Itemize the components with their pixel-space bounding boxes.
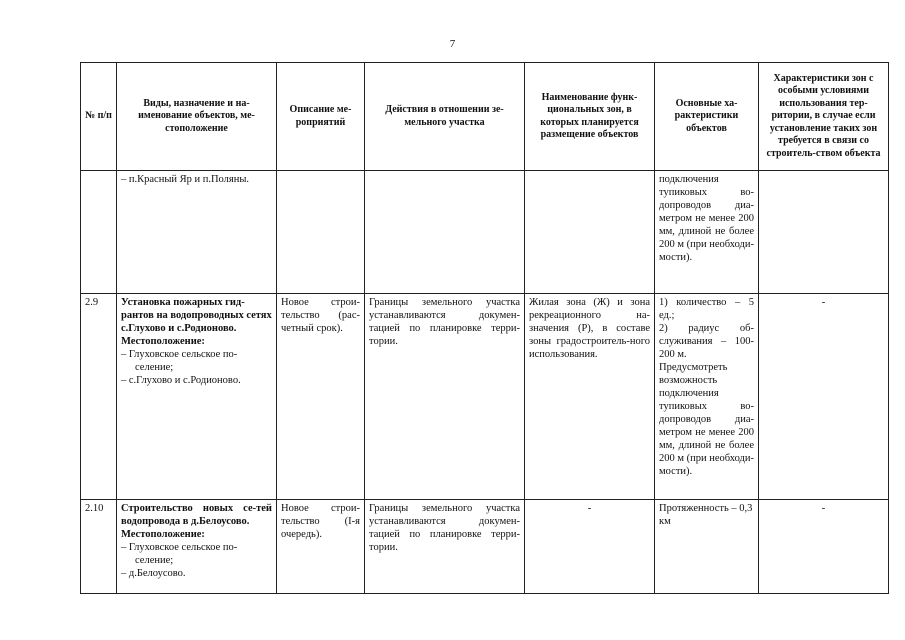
table-row [81, 171, 889, 294]
location-item: – Глуховское сельское по-селение; [121, 349, 238, 373]
header-num: № п/п [81, 63, 117, 171]
header-object-name: Виды, назначение и на-именование объектов, ме-стоположение [117, 63, 277, 171]
row-num [81, 171, 117, 294]
row-actions [365, 171, 525, 294]
row-special-zones: - [759, 500, 889, 594]
location-item: – Глуховское сельское по-селение; [121, 542, 238, 566]
row-special-zones: - [759, 294, 889, 500]
row-zones: Жилая зона (Ж) и зона рекреационного на-значения (Р), в составе зоны градостроитель-ного использования. [525, 294, 655, 500]
row-zones [525, 171, 655, 294]
location-label: Местоположение: [121, 336, 205, 347]
row-zones: - [525, 500, 655, 594]
location-item: – д.Белоусово. [121, 568, 186, 579]
header-actions: Действия в отношении зе-мельного участка [365, 63, 525, 171]
row-special-zones [759, 171, 889, 294]
row-characteristics [655, 171, 759, 294]
characteristic-line: Протяженность – 0,3 км [659, 503, 753, 527]
row-description: Новое строи-тельство (I-я очередь). [277, 500, 365, 594]
object-title: Установка пожарных гид-рантов на водопроводных сетях с.Глухово и с.Родионово. [121, 297, 272, 334]
row-characteristics [655, 500, 759, 594]
table-row [81, 294, 889, 500]
row-characteristics [655, 294, 759, 500]
page-number: 7 [449, 38, 456, 50]
header-special-zones: Характеристики зон с особыми условиями использования тер-ритории, в случае если установление таких зон требуется в связи со строитель-ством объекта [759, 63, 889, 171]
row-object-name [117, 500, 277, 594]
row-num: 2.10 [81, 500, 117, 594]
row-object-name [117, 294, 277, 500]
objects-table [80, 62, 889, 594]
object-title: Строительство новых се-тей водопровода в д.Белоусово. [121, 503, 272, 527]
location-item: – с.Глухово и с.Родионово. [121, 375, 241, 386]
row-description [277, 171, 365, 294]
table-header-row [81, 63, 889, 171]
characteristic-line: 1) количество – 5 ед.; [659, 297, 754, 321]
header-zones: Наименование функ-циональных зон, в которых планируется размещение объектов [525, 63, 655, 171]
row-actions: Границы земельного участка устанавливаются докумен-тацией по планировке терри-тории. [365, 500, 525, 594]
location-item: – п.Красный Яр и п.Поляны. [121, 174, 250, 185]
characteristic-line: 2) радиус об-служивания – 100-200 м. [659, 323, 754, 360]
characteristic-line: подключения тупиковых во-допроводов диа-метром не менее 200 мм, длиной не более 200 м (при необходи-мости). [659, 174, 754, 263]
header-description: Описание ме-роприятий [277, 63, 365, 171]
row-description: Новое строи-тельство (рас-четный срок). [277, 294, 365, 500]
characteristic-line: Предусмотреть возможность подключения тупиковых во-допроводов диа-метром не менее 200 мм, длиной не более 200 м (при необходи-мости). [659, 362, 754, 477]
header-characteristics: Основные ха-рактеристики объектов [655, 63, 759, 171]
row-object-name [117, 171, 277, 294]
row-num: 2.9 [81, 294, 117, 500]
table-row [81, 500, 889, 594]
location-label: Местоположение: [121, 529, 205, 540]
row-actions: Границы земельного участка устанавливаются докумен-тацией по планировке терри-тории. [365, 294, 525, 500]
